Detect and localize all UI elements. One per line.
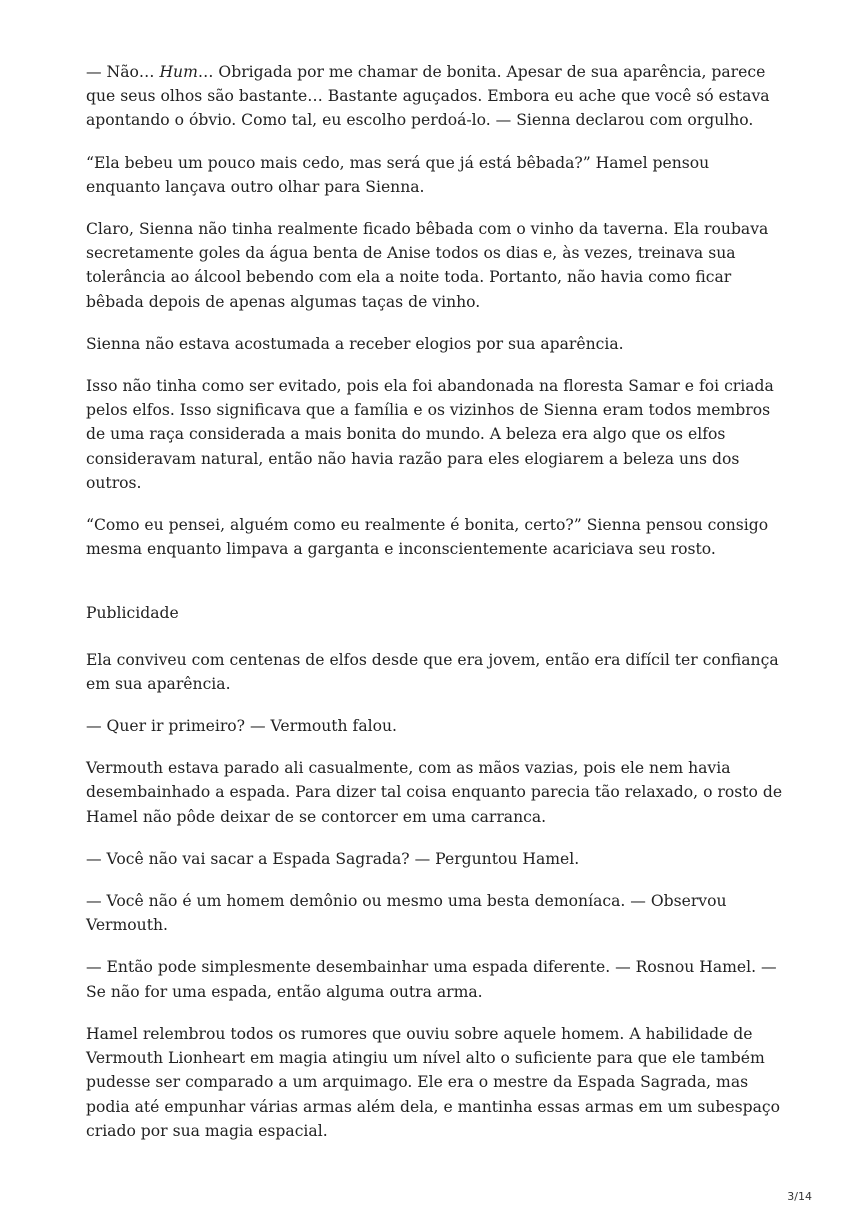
paragraph-13: Hamel relembrou todos os rumores que ouviu sobre aquele homem. A habilidade de Vermouth Lionheart em magia atingiu um nível alto o suficiente para que ele também pudesse ser comparado a um arquimago. Ele era o mestre da Espada Sagrada, mas podia até empunhar várias armas além dela, e mantinha essas armas em um subespaço criado por sua magia espacial.	[86, 1024, 781, 1140]
paragraph-6: “Como eu pensei, alguém como eu realmente é bonita, certo?” Sienna pensou consigo mesma enquanto limpava a garganta e inconscientemente acariciava seu rosto.	[86, 516, 769, 559]
paragraph-1-emphasis: Hum	[159, 63, 198, 81]
paragraph-11: — Você não é um homem demônio ou mesmo uma besta demoníaca. — Observou Vermouth.	[86, 892, 727, 935]
paragraph-12: — Então pode simplesmente desembainhar uma espada diferente. — Rosnou Hamel. — Se não for uma espada, então alguma outra arma.	[86, 958, 777, 1001]
paragraph-7: Ela conviveu com centenas de elfos desde que era jovem, então era difícil ter confiança em sua aparência.	[86, 650, 779, 693]
article-body	[86, 60, 786, 1161]
paragraph-8: — Quer ir primeiro? — Vermouth falou.	[86, 717, 397, 736]
paragraph-4: Sienna não estava acostumada a receber elogios por sua aparência.	[86, 334, 624, 353]
paragraph-5: Isso não tinha como ser evitado, pois ela foi abandonada na floresta Samar e foi criada pelos elfos. Isso significava que a família e os vizinhos de Sienna eram todos membros de uma raça considerada a mais bonita do mundo. A beleza era algo que os elfos consideravam natural, então não havia razão para eles elogiarem a beleza uns dos outros.	[86, 377, 774, 492]
page-number: 3/14	[787, 1190, 812, 1203]
paragraph-9: Vermouth estava parado ali casualmente, com as mãos vazias, pois ele nem havia desembainhado a espada. Para dizer tal coisa enquanto parecia tão relaxado, o rosto de Hamel não pôde deixar de se contorcer em uma carranca.	[86, 759, 783, 826]
paragraph-10: — Você não vai sacar a Espada Sagrada? — Perguntou Hamel.	[86, 849, 580, 868]
paragraph-1-rest: … Obrigada por me chamar de bonita. Apesar de sua aparência, parece que seus olhos são bastante… Bastante aguçados. Embora eu ache que você só estava apontando o óbvio. Como tal, eu escolho perdoá-lo. — Sienna declarou com orgulho.	[86, 63, 770, 130]
paragraph-1	[86, 60, 786, 133]
paragraph-3: Claro, Sienna não tinha realmente ficado bêbada com o vinho da taverna. Ela roubava secretamente goles da água benta de Anise todos os dias e, às vezes, treinava sua tolerância ao álcool bebendo com ela a noite toda. Portanto, não havia como ficar bêbada depois de apenas algumas taças de vinho.	[86, 220, 769, 311]
advertisement-label: Publicidade	[86, 604, 179, 623]
paragraph-2: “Ela bebeu um pouco mais cedo, mas será que já está bêbada?” Hamel pensou enquanto lançava outro olhar para Sienna.	[86, 153, 710, 196]
paragraph-1-start: — Não…	[86, 63, 160, 81]
